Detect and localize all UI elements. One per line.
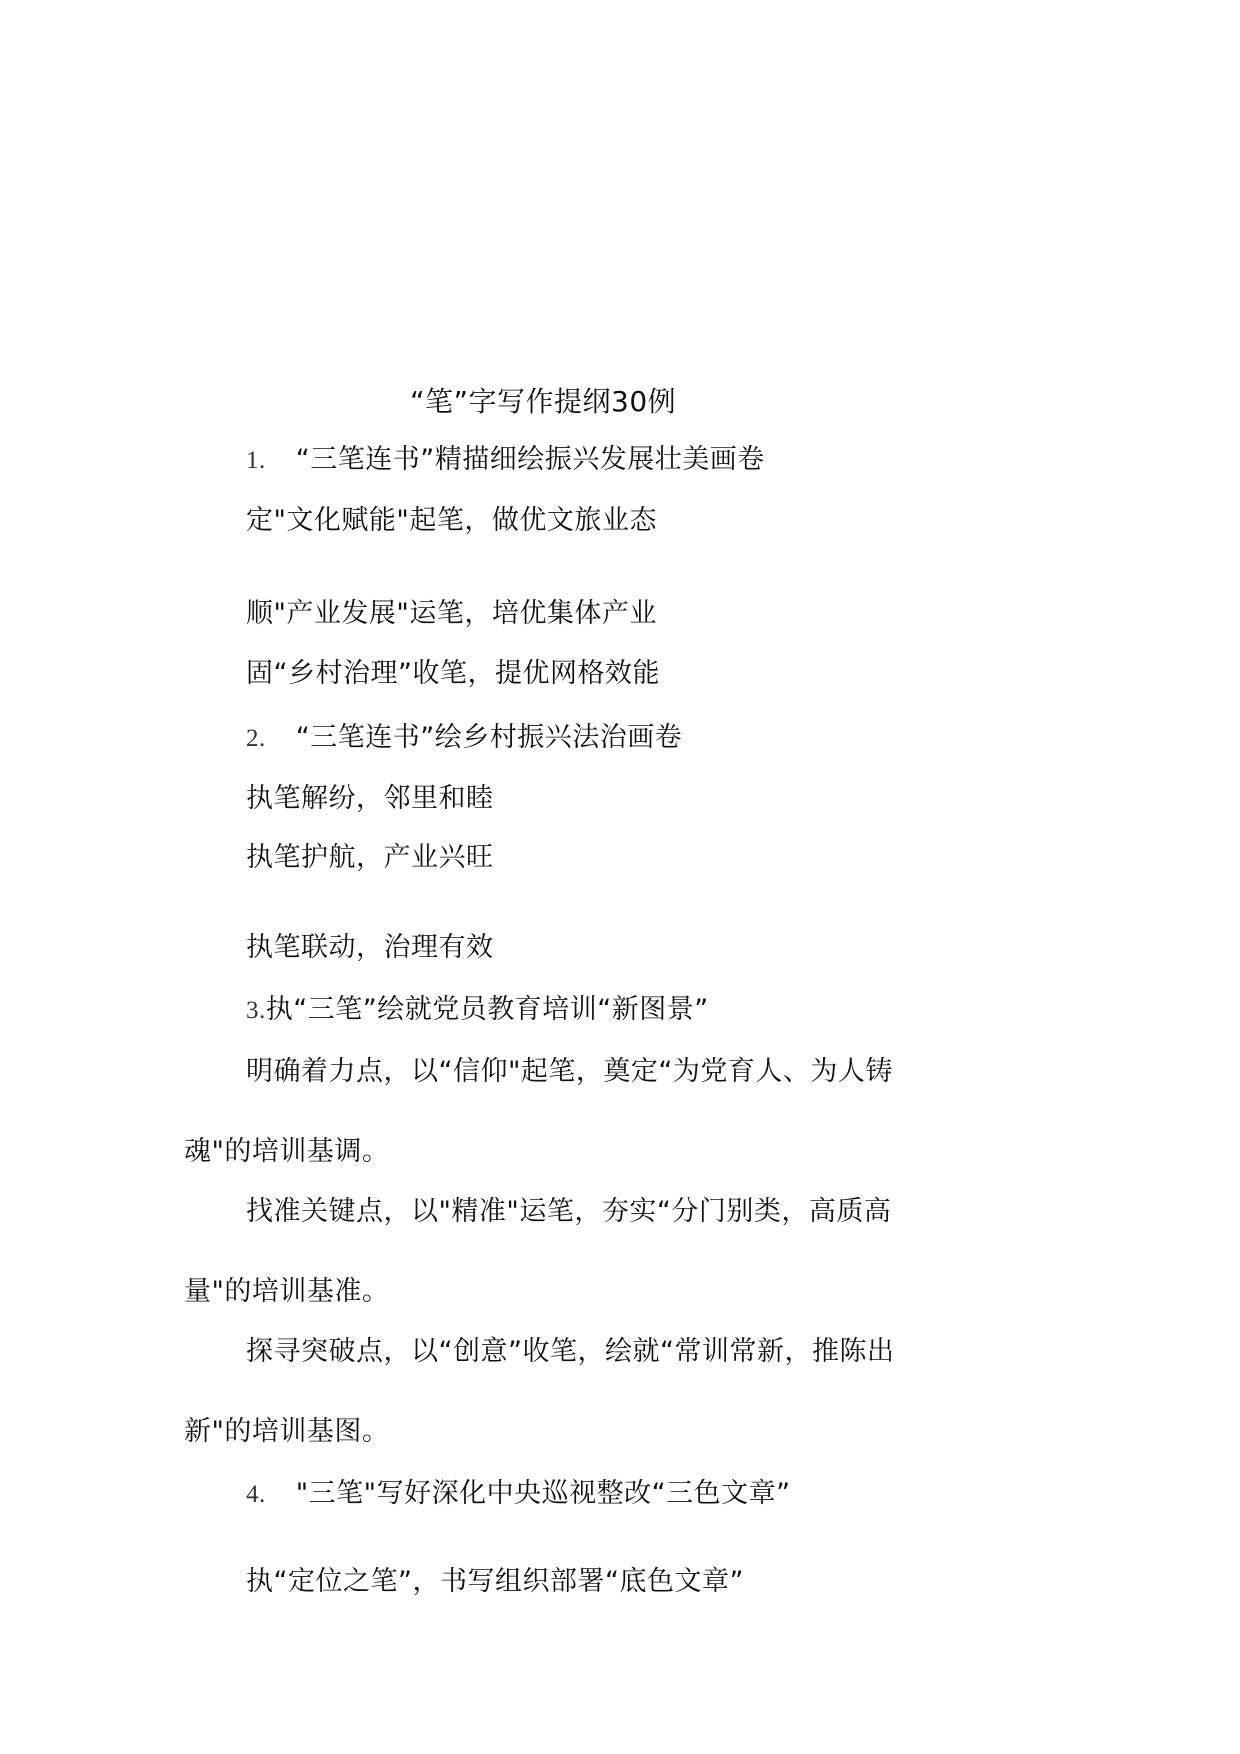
section-heading-text: "三笔"写好深化中央巡视整改“三色文章”: [295, 1478, 791, 1509]
document-title: “笔”字写作提纲30例: [410, 385, 677, 418]
paragraph-line: 量"的培训基准。: [184, 1276, 390, 1307]
section-number: 3.: [246, 997, 266, 1024]
section-heading-2: [246, 720, 682, 757]
section-heading-3: [246, 992, 709, 1029]
paragraph-line: 探寻突破点，以“创意”收笔，绘就“常训常新，推陈出: [246, 1336, 895, 1367]
section-heading-text: “三笔连书”精描细绘振兴发展壮美画卷: [295, 444, 765, 475]
paragraph-line: 明确着力点，以“信仰"起笔，奠定“为党育人、为人铸: [246, 1056, 893, 1087]
section-heading-4: [246, 1476, 791, 1513]
list-item: 执笔护航，产业兴旺: [246, 842, 494, 873]
section-number: 2.: [246, 725, 266, 752]
list-item: 固“乡村治理”收笔，提优网格效能: [246, 658, 660, 689]
section-heading-1: [246, 442, 765, 479]
paragraph-line: 找准关键点，以"精准"运笔，夯实“分门别类，高质高: [246, 1196, 892, 1227]
list-item: 定"文化赋能"起笔，做优文旅业态: [246, 505, 657, 536]
list-item: 执笔解纷，邻里和睦: [246, 783, 494, 814]
section-heading-text: “三笔连书”绘乡村振兴法治画卷: [295, 722, 683, 753]
paragraph-line: 魂"的培训基调。: [184, 1136, 390, 1167]
paragraph-line: 新"的培训基图。: [184, 1416, 390, 1447]
section-heading-text: 执“三笔”绘就党员教育培训“新图景”: [265, 994, 709, 1025]
list-item: 顺"产业发展"运笔，培优集体产业: [246, 598, 657, 629]
list-item: 执笔联动，治理有效: [246, 932, 494, 963]
section-number: 4.: [246, 1481, 266, 1508]
section-number: 1.: [246, 447, 266, 474]
list-item: 执“定位之笔”，书写组织部署“底色文章”: [246, 1566, 744, 1597]
